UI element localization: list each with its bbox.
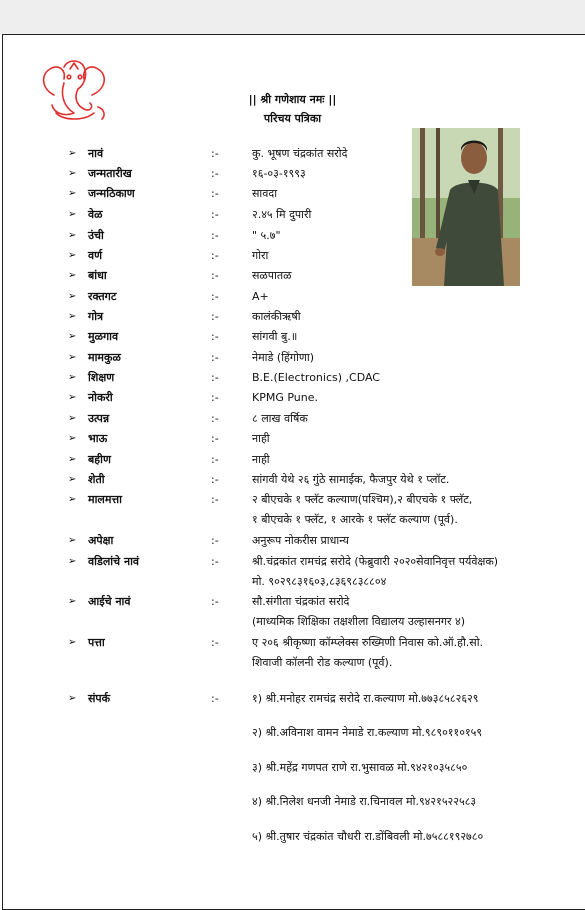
bullet-arrow-icon: ➢ bbox=[68, 392, 77, 403]
contact-label: संपर्क bbox=[88, 692, 111, 705]
detail-label: मामकुळ bbox=[88, 351, 121, 364]
detail-value: KPMG Pune. bbox=[252, 391, 319, 404]
detail-value: सौ.संगीता चंद्रकांत सरोदे bbox=[252, 595, 350, 608]
separator: :- bbox=[211, 187, 219, 200]
detail-value: सळपातळ bbox=[252, 269, 292, 282]
separator: :- bbox=[211, 595, 219, 608]
separator: :- bbox=[211, 391, 219, 404]
bullet-arrow-icon: ➢ bbox=[68, 148, 77, 159]
bullet-arrow-icon: ➢ bbox=[68, 474, 77, 485]
detail-label: जन्मठिकाण bbox=[88, 187, 135, 200]
bullet-arrow-icon: ➢ bbox=[68, 168, 77, 179]
invocation-heading: || श्री गणेशाय नमः || bbox=[248, 93, 337, 106]
detail-value: अनुरूप नोकरीस प्राधान्य bbox=[252, 534, 349, 547]
profile-photo bbox=[412, 128, 520, 286]
detail-value-line2: मो. ९०२९८३१६०३,८३६९८३८८०४ bbox=[252, 575, 387, 588]
detail-label: बहीण bbox=[88, 453, 111, 466]
contact-entry: ३) श्री.महेंद्र गणपत राणे रा.भुसावळ मो.९४२१०३५८५० bbox=[252, 761, 468, 774]
contact-entry: ४) श्री.निलेश धनजी नेमाडे रा.चिनावल मो.९४२१५२२५८३ bbox=[252, 795, 477, 808]
detail-label: गोत्र bbox=[88, 310, 104, 323]
detail-value: ८ लाख वर्षिक bbox=[252, 412, 308, 425]
detail-value: सांगवी येथे २६ गुंठे सामाईक, फैजपुर येथे १ प्लॉट. bbox=[252, 473, 450, 486]
separator: :- bbox=[211, 412, 219, 425]
separator: :- bbox=[211, 147, 219, 160]
bullet-arrow-icon: ➢ bbox=[68, 230, 77, 241]
detail-value: नाही bbox=[252, 453, 270, 466]
detail-value: २ बीएचके १ फ्लॅट कल्याण(पश्चिम),२ बीएचके १ फ्लॅट, bbox=[252, 493, 473, 506]
detail-label: भाऊ bbox=[88, 432, 108, 445]
bullet-arrow-icon: ➢ bbox=[68, 352, 77, 363]
detail-label: वर्ण bbox=[88, 249, 103, 262]
detail-value: A+ bbox=[252, 290, 269, 303]
detail-value: १६-०३-१९९३ bbox=[252, 167, 306, 180]
detail-label: नोकरी bbox=[88, 391, 113, 404]
bullet-arrow-icon: ➢ bbox=[68, 372, 77, 383]
separator: :- bbox=[211, 432, 219, 445]
separator: :- bbox=[211, 290, 219, 303]
separator: :- bbox=[211, 208, 219, 221]
separator: :- bbox=[211, 555, 219, 568]
bullet-arrow-icon: ➢ bbox=[68, 331, 77, 342]
separator: :- bbox=[211, 269, 219, 282]
bullet-arrow-icon: ➢ bbox=[68, 556, 77, 567]
bullet-arrow-icon: ➢ bbox=[68, 454, 77, 465]
bullet-arrow-icon: ➢ bbox=[68, 637, 77, 648]
detail-label: नावं bbox=[88, 147, 104, 160]
separator: :- bbox=[211, 493, 219, 506]
separator: :- bbox=[211, 371, 219, 384]
detail-label: आईचे नावं bbox=[88, 595, 131, 608]
detail-value-line2: १ बीएचके १ फ्लॅट, १ आरके १ फ्लॅट कल्याण (पूर्व). bbox=[252, 513, 458, 526]
bullet-arrow-icon: ➢ bbox=[68, 270, 77, 281]
detail-label: पत्ता bbox=[88, 636, 105, 649]
detail-label: उत्पन्न bbox=[88, 412, 110, 425]
bullet-arrow-icon: ➢ bbox=[68, 188, 77, 199]
detail-label: वडिलांचे नावं bbox=[88, 555, 140, 568]
viewer-top-bar bbox=[0, 0, 585, 34]
detail-value: सांगवी बु.॥ bbox=[252, 330, 298, 343]
contact-entry: ५) श्री.तुषार चंद्रकांत चौधरी रा.डोंबिवली मो.७५८८१९२७८० bbox=[252, 830, 484, 843]
separator: :- bbox=[211, 249, 219, 262]
portrait-illustration bbox=[412, 128, 520, 286]
bullet-arrow-icon: ➢ bbox=[68, 413, 77, 424]
separator: :- bbox=[211, 229, 219, 242]
detail-value: " ५.७" bbox=[252, 229, 281, 242]
detail-value: श्री.चंद्रकांत रामचंद्र सरोदे (फेब्रुवारी २०२०सेवानिवृत्त पर्यवेक्षक) bbox=[252, 555, 499, 568]
detail-value: कु. भूषण चंद्रकांत सरोदे bbox=[252, 147, 348, 160]
separator: :- bbox=[211, 310, 219, 323]
separator: :- bbox=[211, 692, 219, 705]
bullet-arrow-icon: ➢ bbox=[68, 291, 77, 302]
detail-value: कालंकीऋषी bbox=[252, 310, 301, 323]
bullet-arrow-icon: ➢ bbox=[68, 250, 77, 261]
document-title: परिचय पत्रिका bbox=[263, 112, 322, 125]
separator: :- bbox=[211, 453, 219, 466]
detail-value: ए २०६ श्रीकृष्णा कॉम्प्लेक्स रुख्मिणी निवास को.ऑ.हौ.सो. bbox=[252, 636, 484, 649]
detail-label: रक्तगट bbox=[88, 290, 117, 303]
bullet-arrow-icon: ➢ bbox=[68, 311, 77, 322]
detail-label: मुळगाव bbox=[88, 330, 119, 343]
detail-value: गोरा bbox=[252, 249, 269, 262]
separator: :- bbox=[211, 636, 219, 649]
separator: :- bbox=[211, 351, 219, 364]
detail-label: उंची bbox=[88, 229, 104, 242]
bullet-arrow-icon: ➢ bbox=[68, 596, 77, 607]
bullet-arrow-icon: ➢ bbox=[68, 693, 77, 704]
contact-entry: २) श्री.अविनाश वामन नेमाडे रा.कल्याण मो.९८९०११०१५९ bbox=[252, 726, 483, 739]
bullet-arrow-icon: ➢ bbox=[68, 433, 77, 444]
detail-label: मालमत्ता bbox=[88, 493, 122, 506]
detail-value: नाही bbox=[252, 432, 270, 445]
detail-label: शेती bbox=[88, 473, 105, 486]
separator: :- bbox=[211, 330, 219, 343]
bullet-arrow-icon: ➢ bbox=[68, 494, 77, 505]
detail-label: बांधा bbox=[88, 269, 107, 282]
detail-label: अपेक्षा bbox=[88, 534, 114, 547]
detail-value: B.E.(Electronics) ,CDAC bbox=[252, 371, 380, 384]
detail-label: जन्मतारीख bbox=[88, 167, 132, 180]
detail-value-line2: शिवाजी कॉलनी रोड कल्याण (पूर्व). bbox=[252, 656, 393, 669]
detail-value: सावदा bbox=[252, 187, 278, 200]
bullet-arrow-icon: ➢ bbox=[68, 535, 77, 546]
contact-entry: १) श्री.मनोहर रामचंद्र सरोदे रा.कल्याण मो.७७३८५८२६२९ bbox=[252, 692, 479, 705]
detail-label: शिक्षण bbox=[88, 371, 115, 384]
detail-value: २.४५ मि दुपारी bbox=[252, 208, 312, 221]
detail-value-line2: (माध्यमिक शिक्षिका तक्षशीला विद्यालय उल्हासनगर ४) bbox=[252, 615, 466, 628]
detail-value: नेमाडे (हिंगोणा) bbox=[252, 351, 315, 364]
detail-label: वेळ bbox=[88, 208, 103, 221]
separator: :- bbox=[211, 473, 219, 486]
separator: :- bbox=[211, 167, 219, 180]
bullet-arrow-icon: ➢ bbox=[68, 209, 77, 220]
separator: :- bbox=[211, 534, 219, 547]
